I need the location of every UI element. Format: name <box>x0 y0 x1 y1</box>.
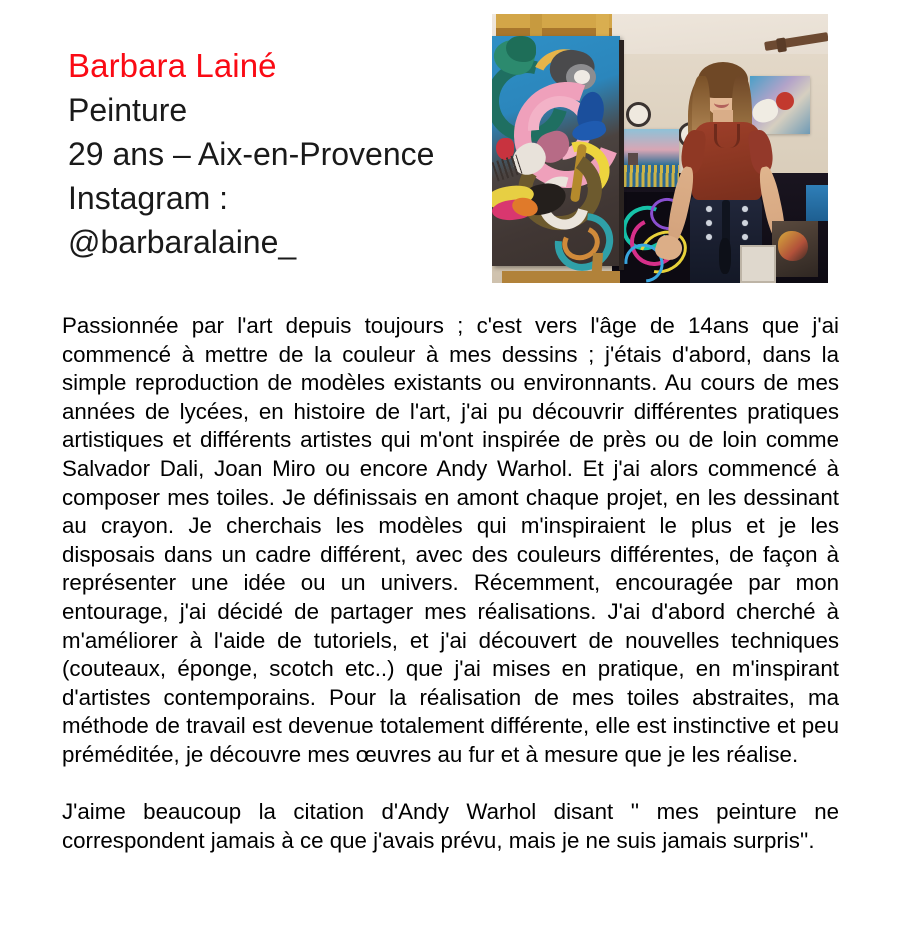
instagram-label: Instagram : <box>68 180 229 216</box>
easel-leg <box>591 253 603 283</box>
jeans-button <box>742 234 748 240</box>
woman-jeans-lace <box>719 238 731 274</box>
wall-painting-abstract <box>750 76 810 134</box>
artist-name: Barbara Lainé <box>68 47 277 84</box>
artist-discipline: Peinture <box>68 92 188 128</box>
artist-header <box>68 44 498 264</box>
woman-smile <box>714 98 729 108</box>
artist-photo-scene <box>492 14 828 283</box>
instagram-handle: @barbaralaine_ <box>68 224 297 260</box>
paint-stroke <box>492 154 522 181</box>
woman-top-collar <box>714 124 740 148</box>
jeans-button <box>706 206 712 212</box>
prop-framed-artwork <box>772 221 818 277</box>
prop-blue-canvas <box>806 185 828 221</box>
artist-photo <box>492 14 828 283</box>
prop-blank-canvas <box>740 245 776 283</box>
wall-lamp-icon <box>626 102 651 127</box>
easel-leg <box>502 271 620 283</box>
artist-statement <box>62 312 839 855</box>
paint-stroke <box>506 36 536 62</box>
wall-painting-landscape <box>624 129 679 187</box>
jeans-button <box>742 206 748 212</box>
jeans-button <box>706 234 712 240</box>
artist-age-location: 29 ans – Aix-en-Provence <box>68 136 435 172</box>
jeans-button <box>706 220 712 226</box>
statement-paragraph-1: Passionnée par l'art depuis toujours ; c'est vers l'âge de 14ans que j'ai commencé à mettre de la couleur à mes dessins ; j'étais d'abord, dans la simple reproduction de modèles existants ou environnants. Au cours de mes années de lycées, en histoire de l'art, j'ai pu découvrir différentes pratiques artistiques et différents artistes qui m'ont inspirée de près ou de loin comme Salvador Dali, Joan Miro ou encore Andy Warhol. Et j'ai alors commencé à composer mes toiles. Je définissais en amont chaque projet, en les dessinant au crayon. Je cherchais les modèles qui m'inspiraient le plus et je les disposais dans un cadre différent, avec des couleurs différentes, de façon à représenter une idée ou un univers. Récemment, encouragée par mon entourage, j'ai décidé de partager mes réalisations. J'ai d'abord cherché à m'améliorer à l'aide de tutoriels, et j'ai découvert de nouvelles techniques (couteaux, éponge, scotch etc..) que j'ai mises en pratique, en m'inspirant d'artistes contemporains. Pour la réalisation de mes toiles abstraites, ma méthode de travail est devenue totalement différente, elle est instinctive et peu préméditée, je découvre mes œuvres au fur et à mesure que je les réalise. <box>62 313 839 767</box>
abstract-canvas-on-easel <box>492 36 620 266</box>
statement-paragraph-2: J'aime beaucoup la citation d'Andy Warhol disant '' mes peinture ne correspondent jamais à ce que j'avais prévu, mais je ne suis jamais surpris''. <box>62 799 839 853</box>
jeans-button <box>742 220 748 226</box>
easel-post <box>530 14 542 38</box>
